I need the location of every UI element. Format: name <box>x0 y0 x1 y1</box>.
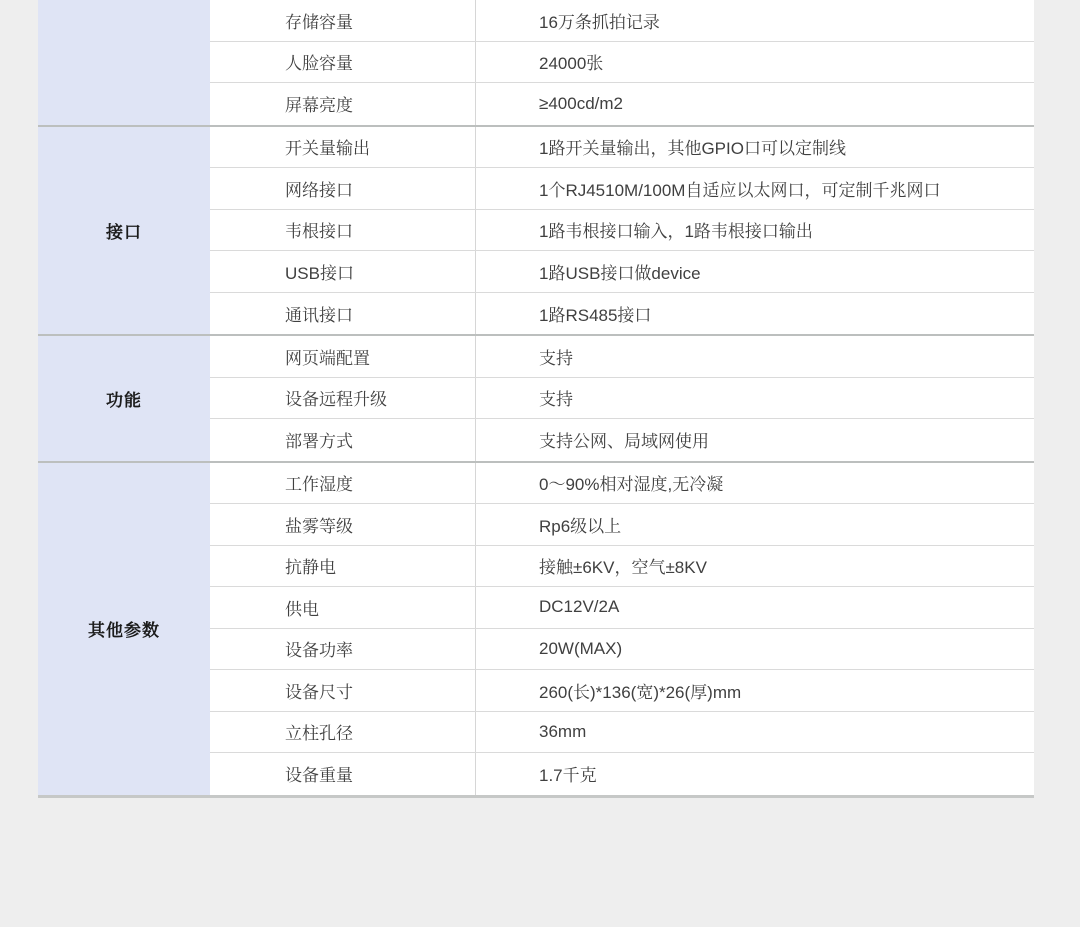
param-name: 工作湿度 <box>210 463 476 504</box>
section-category-label <box>38 0 210 125</box>
param-value: 260(长)*136(宽)*26(厚)mm <box>539 682 742 702</box>
param-name: 抗静电 <box>210 546 476 587</box>
param-value: 0～90%相对湿度,无冷凝 <box>539 475 724 495</box>
spec-row <box>210 210 1034 252</box>
spec-row <box>210 168 1034 210</box>
spec-section-other-params <box>38 461 1034 795</box>
section-category-label: 功能 <box>38 336 210 461</box>
spec-section-interfaces <box>38 125 1034 335</box>
param-name: 开关量输出 <box>210 127 476 168</box>
param-value: 20W(MAX) <box>539 638 623 658</box>
param-name: 存储容量 <box>210 0 476 41</box>
param-name: 韦根接口 <box>210 210 476 251</box>
spec-row <box>210 127 1034 169</box>
spec-row <box>210 753 1034 795</box>
spec-table <box>38 0 1034 798</box>
section-rows <box>210 127 1034 335</box>
param-value: 1路开关量输出，其他GPIO口可以定制线 <box>539 139 846 159</box>
param-name: USB接口 <box>210 251 476 292</box>
param-name: 设备重量 <box>210 753 476 795</box>
param-name: 屏幕亮度 <box>210 83 476 125</box>
param-value: 支持 <box>539 348 573 368</box>
param-value: 1个RJ4510M/100M自适应以太网口，可定制千兆网口 <box>539 180 941 200</box>
param-value: 16万条抓拍记录 <box>539 12 660 32</box>
spec-row <box>210 670 1034 712</box>
spec-row <box>210 378 1034 420</box>
param-value: Rp6级以上 <box>539 516 622 536</box>
param-name: 供电 <box>210 587 476 628</box>
param-name: 设备远程升级 <box>210 378 476 419</box>
param-value: 1.7千克 <box>539 766 597 786</box>
param-name: 设备尺寸 <box>210 670 476 711</box>
param-value: 36mm <box>539 721 587 741</box>
param-value: 支持 <box>539 390 573 410</box>
spec-row <box>210 0 1034 42</box>
section-category-label: 接口 <box>38 127 210 335</box>
param-name: 网页端配置 <box>210 336 476 377</box>
spec-row <box>210 629 1034 671</box>
spec-row <box>210 587 1034 629</box>
param-value: 支持公网、局域网使用 <box>539 432 709 452</box>
param-value: 1路USB接口做device <box>539 263 701 283</box>
spec-row <box>210 293 1034 335</box>
param-name: 网络接口 <box>210 168 476 209</box>
spec-row <box>210 419 1034 461</box>
spec-row <box>210 504 1034 546</box>
section-rows <box>210 336 1034 461</box>
spec-row <box>210 42 1034 84</box>
param-name: 人脸容量 <box>210 42 476 83</box>
param-value: ≥400cd/m2 <box>539 93 623 113</box>
param-value: 接触±6KV，空气±8KV <box>539 558 707 578</box>
section-category-label: 其他参数 <box>38 463 210 795</box>
param-name: 设备功率 <box>210 629 476 670</box>
spec-row <box>210 712 1034 754</box>
param-value: 1路RS485接口 <box>539 305 652 325</box>
param-value: 24000张 <box>539 54 604 74</box>
spec-row <box>210 83 1034 125</box>
spec-row <box>210 463 1034 505</box>
param-value: DC12V/2A <box>539 597 620 617</box>
spec-row <box>210 336 1034 378</box>
param-name: 盐雾等级 <box>210 504 476 545</box>
param-name: 部署方式 <box>210 419 476 461</box>
spec-row <box>210 546 1034 588</box>
section-rows <box>210 0 1034 125</box>
param-name: 通讯接口 <box>210 293 476 335</box>
param-value: 1路韦根接口输入，1路韦根接口输出 <box>539 222 813 242</box>
spec-section-functions <box>38 334 1034 461</box>
param-name: 立柱孔径 <box>210 712 476 753</box>
spec-section-top <box>38 0 1034 125</box>
spec-row <box>210 251 1034 293</box>
section-rows <box>210 463 1034 795</box>
